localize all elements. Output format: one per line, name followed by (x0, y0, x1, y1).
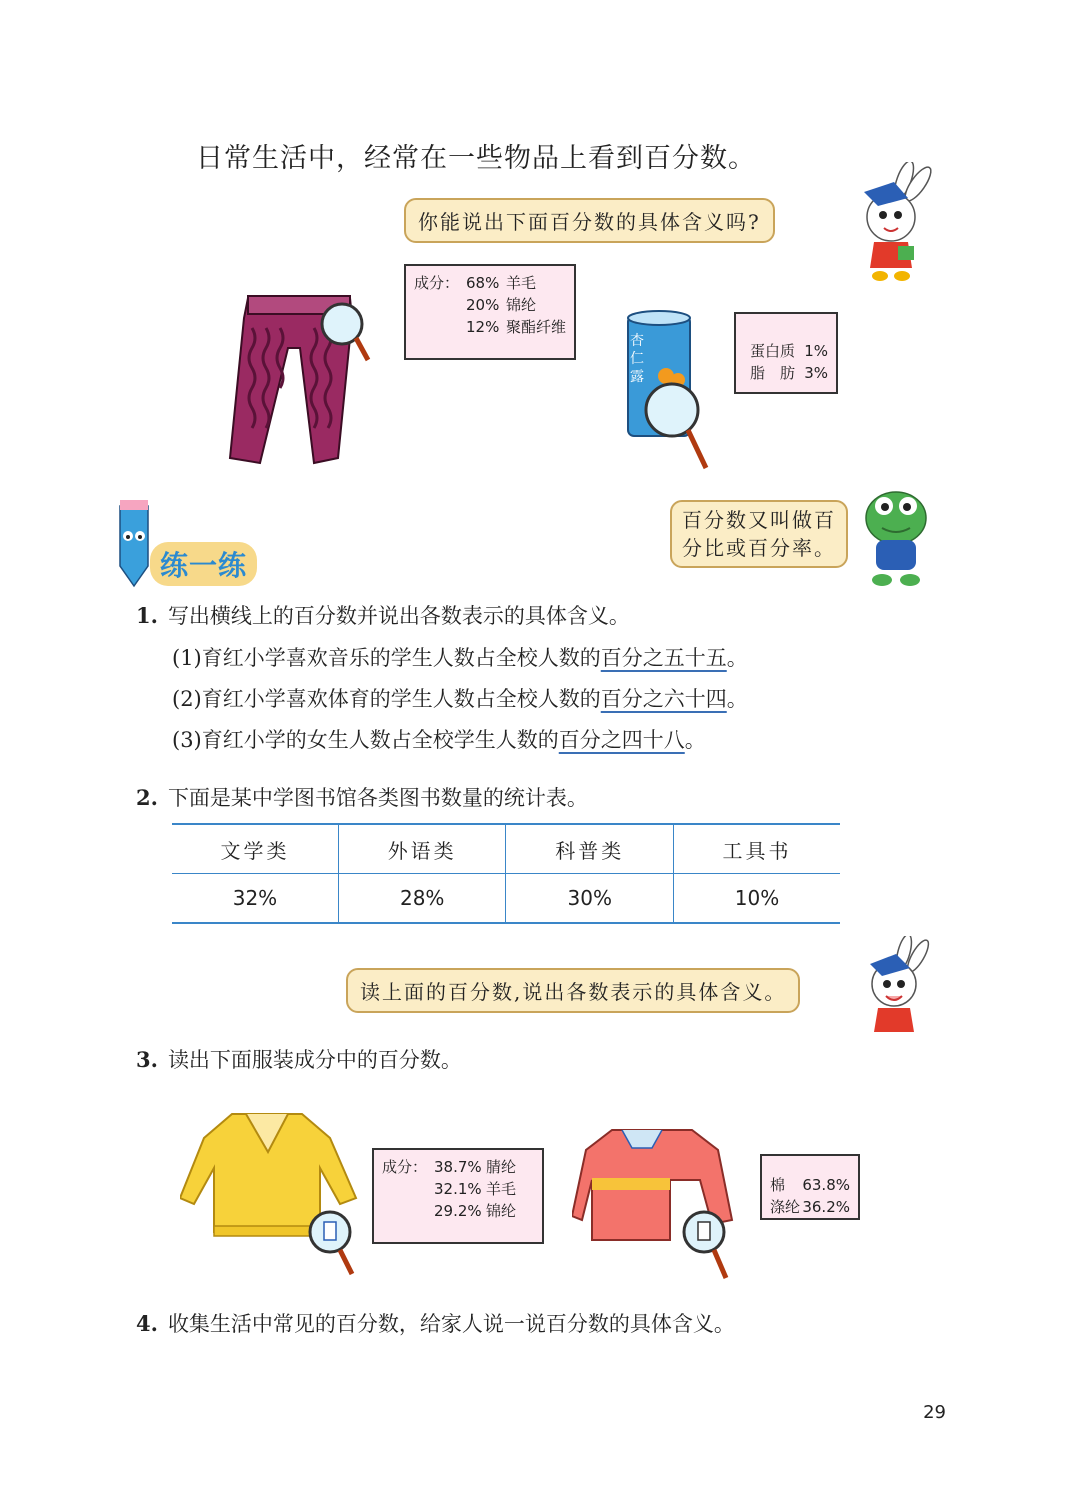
table-cell: 32% (172, 874, 338, 924)
table-header-cell: 文学类 (172, 824, 338, 874)
table-row (172, 874, 840, 924)
table-header-cell: 科普类 (506, 824, 674, 874)
rabbit-speech-bubble-2: 读上面的百分数,说出各数表示的具体含义。 (346, 968, 800, 1013)
frog-icon (862, 484, 932, 588)
question-1-item-1: (1)育红小学喜欢音乐的学生人数占全校人数的百分之五十五。 (172, 646, 748, 670)
pants-composition-tag: 成分： 68% 羊毛 20% 锦纶 12% 聚酯纤维 (404, 264, 576, 360)
sweater-composition-tag: 成分： 38.7% 腈纶 32.1% 羊毛 29.2% 锦纶 (372, 1148, 544, 1244)
table-cell: 30% (506, 874, 674, 924)
book-statistics-table (172, 823, 840, 924)
tag-heading: 成分： (414, 274, 460, 292)
jacket-icon (572, 1120, 738, 1284)
section-title: 练一练 (150, 542, 257, 586)
page-number: 29 (923, 1402, 946, 1423)
table-header-row (172, 824, 840, 874)
rabbit-speech-bubble-1: 你能说出下面百分数的具体含义吗? (404, 198, 775, 243)
rabbit-teacher-icon (846, 162, 936, 286)
table-header-cell: 工具书 (674, 824, 840, 874)
jacket-composition-tag: 棉 63.8% 涤纶 36.2% (760, 1154, 860, 1220)
pants-icon (210, 288, 380, 474)
rabbit-student-icon (852, 936, 932, 1040)
intro-text: 日常生活中，经常在一些物品上看到百分数。 (196, 143, 756, 174)
question-1-item-2: (2)育红小学喜欢体育的学生人数占全校人数的百分之六十四。 (172, 687, 748, 711)
question-4: 4. 收集生活中常见的百分数，给家人说一说百分数的具体含义。 (136, 1311, 735, 1336)
blank-underline: 百分之五十五 (600, 646, 727, 670)
blank-underline: 百分之四十八 (558, 728, 685, 752)
table-cell: 28% (338, 874, 506, 924)
tag-heading: 成分： (382, 1158, 428, 1176)
table-header-cell: 外语类 (338, 824, 506, 874)
can-nutrition-tag: 蛋白质 1% 脂 肪 3% (734, 312, 838, 394)
question-1: 1. 写出横线上的百分数并说出各数表示的具体含义。 (136, 603, 630, 628)
question-1-item-3: (3)育红小学的女生人数占全校学生人数的百分之四十八。 (172, 728, 706, 752)
question-2: 2. 下面是某中学图书馆各类图书数量的统计表。 (136, 785, 588, 810)
sweater-icon (180, 1108, 362, 1280)
blank-underline: 百分之六十四 (600, 687, 727, 711)
can-label: 杏仁露 (630, 333, 644, 385)
table-cell: 10% (674, 874, 840, 924)
question-3: 3. 读出下面服装成分中的百分数。 (136, 1047, 462, 1072)
frog-speech-bubble: 百分数又叫做百 分比或百分率。 (670, 500, 848, 568)
